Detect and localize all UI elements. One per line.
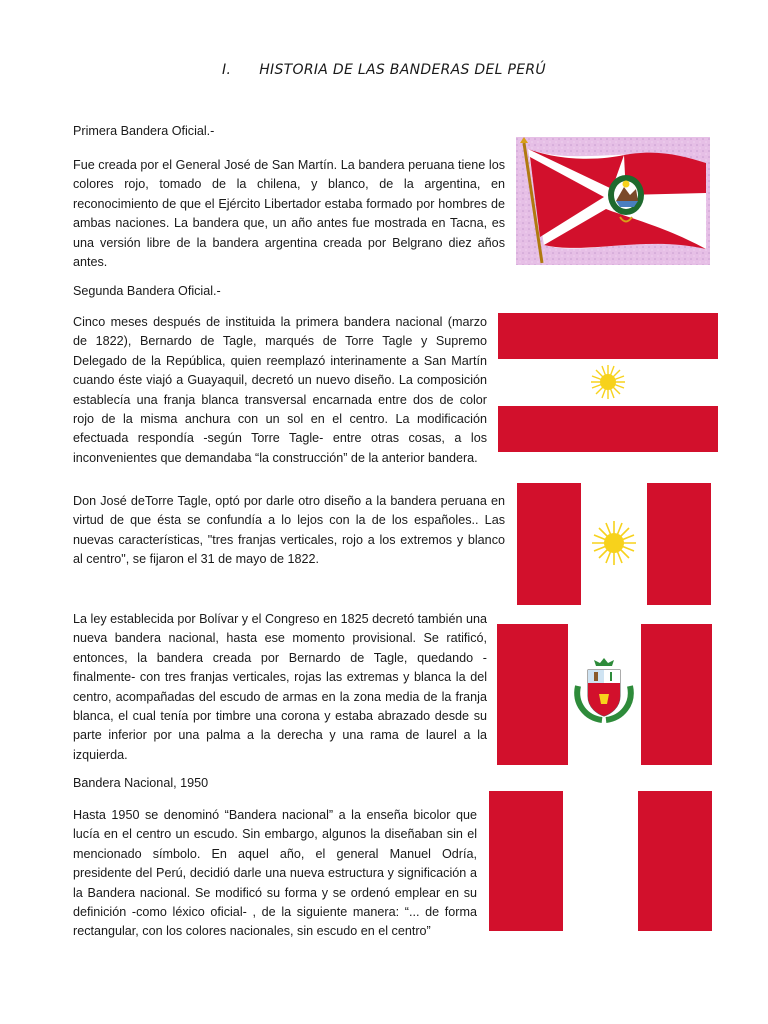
title-text: HISTORIA DE LAS BANDERAS DEL PERÚ <box>259 62 546 78</box>
heading-segunda-bandera: Segunda Bandera Oficial.- <box>73 284 221 298</box>
heading-primera-bandera: Primera Bandera Oficial.- <box>73 124 215 138</box>
flag-image-tercera <box>517 483 711 605</box>
flag-segunda-svg <box>498 313 718 452</box>
flag-image-cuarta <box>497 624 712 765</box>
flag-nacional-svg <box>489 791 712 931</box>
text-bandera-nacional: Hasta 1950 se denominó “Bandera nacional” a la enseña bicolor que lucía en el centro un escudo. Sin embargo, algunos la diseñaban sin el mencionado símbolo. En aquel año, el general Manuel Odría, presidente del Perú, decidió darle una nueva estructura y significación a la Bandera nacional. Se modificó su forma y se ordenó emplear en su definición -como léxico oficial- , de la siguiente manera: “... de forma rectangular, con los colores nacionales, sin escudo en el centro” <box>73 808 477 939</box>
title-number: I. <box>222 62 232 78</box>
flag-image-segunda <box>498 313 718 452</box>
flag-image-nacional <box>489 791 712 931</box>
flag-tercera-svg <box>517 483 711 605</box>
text-segunda-bandera: Cinco meses después de instituida la primera bandera nacional (marzo de 1822), Bernardo de Tagle, marqués de Torre Tagle y Supremo Delegado de la República, quien reemplazó interinamente a San Martín cuando éste viajó a Guayaquil, decretó un nuevo diseño. La composición establecía una franja blanca transversal encarnada entre dos de color rojo de la misma anchura con un sol en el centro. La modificación efectuada respondía -según Torre Tagle- entre otras cosas, a los inconvenientes que demandaba “la construcción” de la anterior bandera. <box>73 315 487 465</box>
page-title <box>0 62 768 78</box>
text-tercera-bandera: Don José deTorre Tagle, optó por darle otro diseño a la bandera peruana en virtud de que ésta se confundía a lo lejos con la de los españoles.. Las nuevas características, "tres franjas verticales, rojo a los extremos y blanco al centro", se fijaron el 31 de mayo de 1822. <box>73 494 505 567</box>
flag-image-primera <box>516 137 710 265</box>
flag-cuarta-svg <box>497 624 712 765</box>
text-primera-bandera: Fue creada por el General José de San Martín. La bandera peruana tiene los colores rojo, tomado de la chilena, y blanco, de la argentina, en reconocimiento de que el Ejército Libertador estaba formado por hombres de ambas naciones. La bandera que, un año antes fue mostrada en Tacna, es una versión libre de la bandera argentina creada por Belgrano diez años antes. <box>73 158 505 270</box>
heading-bandera-nacional: Bandera Nacional, 1950 <box>73 776 209 790</box>
flag-primera-svg <box>516 137 710 265</box>
text-cuarta-bandera: La ley establecida por Bolívar y el Congreso en 1825 decretó también una nueva bandera nacional, hasta ese momento provisional. Se ratificó, entonces, la bandera creada por Bernardo de Tagle, quedando -finalmente- con tres franjas verticales, rojas las extremas y blanca la del centro, acompañadas del escudo de armas en la zona media de la franja blanca, el cual tenía por timbre una corona y estaba abrazado desde su parte inferior por una palma a la derecha y una rama de laurel a la izquierda. <box>73 612 487 762</box>
